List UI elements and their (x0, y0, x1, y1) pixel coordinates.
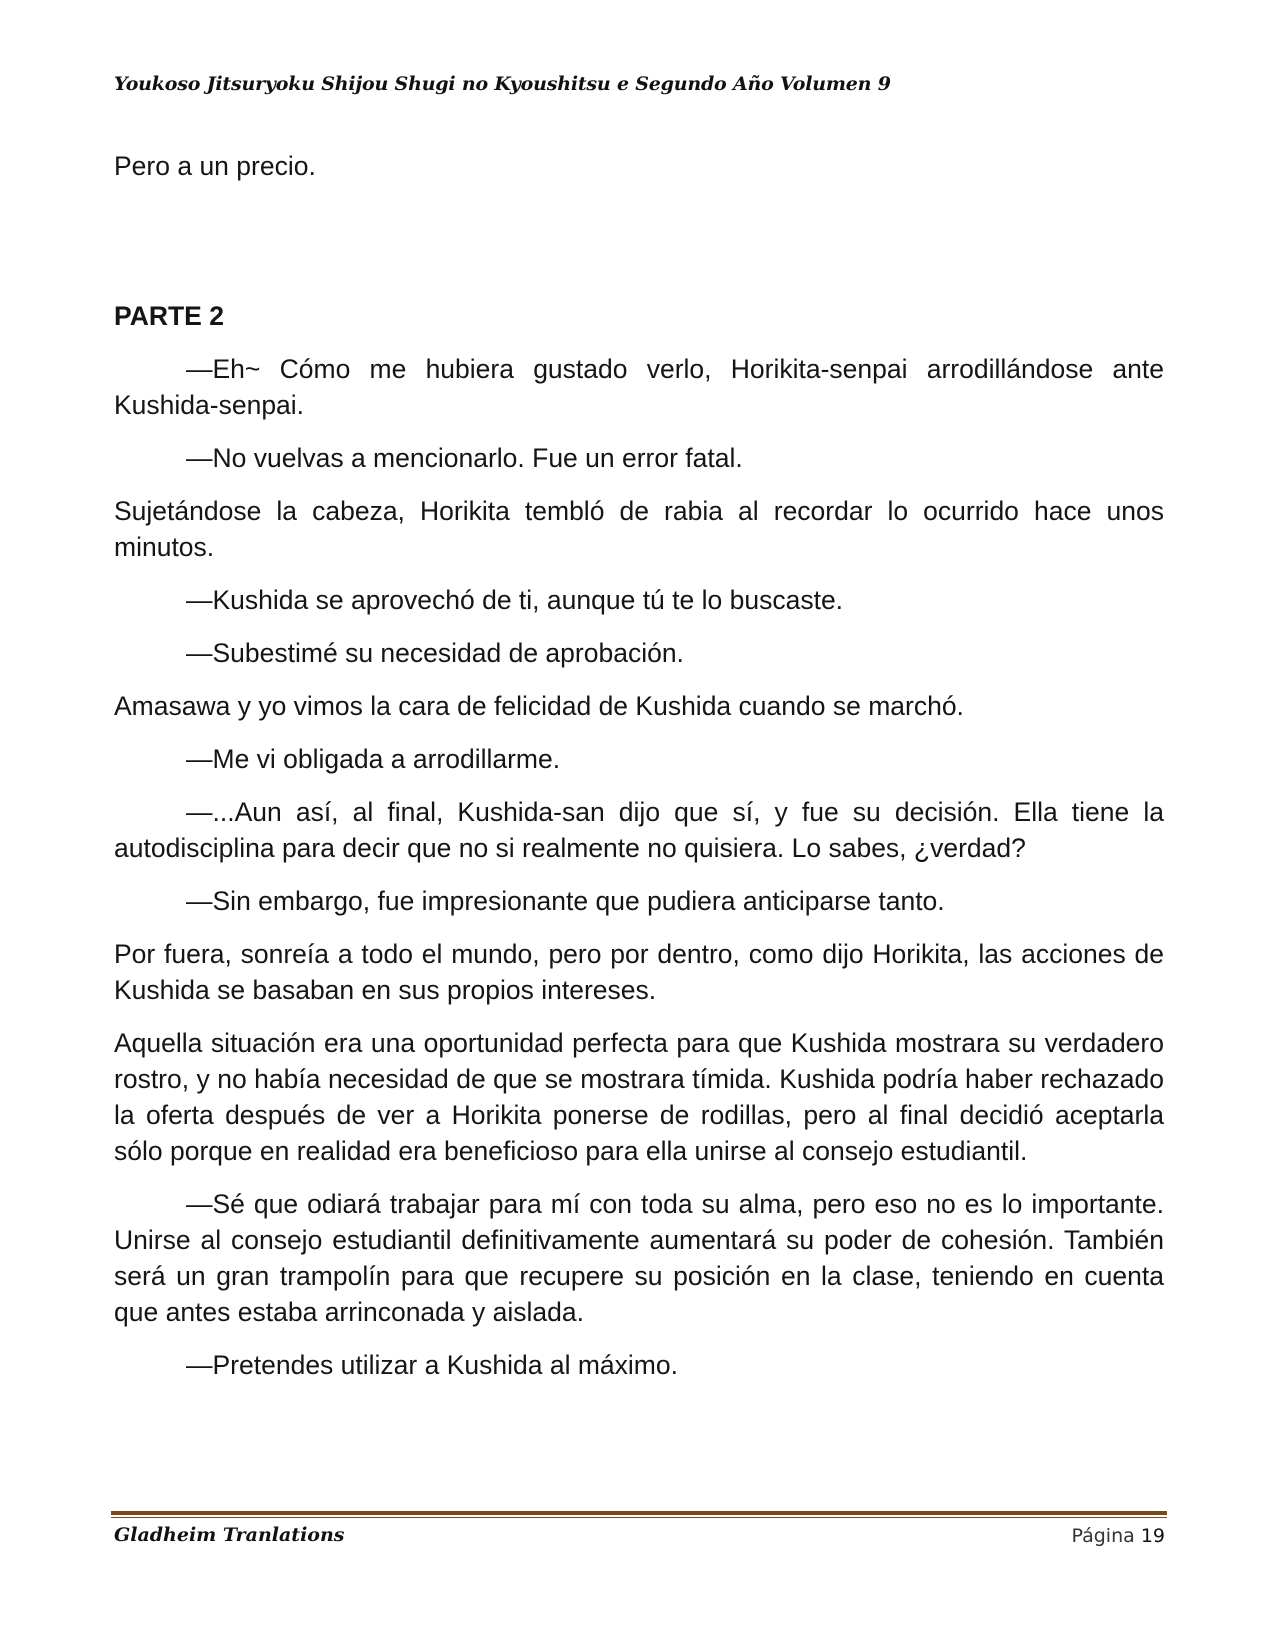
paragraph: Aquella situación era una oportunidad perfecta para que Kushida mostrara su verdadero rostro, y no había necesidad de que se mostrara tímida. Kushida podría haber rechazado la oferta después de ver a Horikita ponerse de rodillas, pero al final decidió aceptarla sólo porque en realidad era beneficioso para ella unirse al consejo estudiantil. (114, 1028, 1164, 1166)
opening-line: Pero a un precio. (114, 151, 316, 181)
paragraph: —No vuelvas a mencionarlo. Fue un error fatal. (186, 443, 743, 473)
footer-publisher: Gladheim Tranlations (114, 1524, 345, 1546)
paragraph: Amasawa y yo vimos la cara de felicidad de Kushida cuando se marchó. (114, 691, 964, 721)
paragraph: —Eh~ Cómo me hubiera gustado verlo, Horikita-senpai arrodillándose ante Kushida-senpai. (114, 354, 1164, 420)
paragraph: —Subestimé su necesidad de aprobación. (186, 638, 684, 668)
paragraph: —...Aun así, al final, Kushida-san dijo que sí, y fue su decisión. Ella tiene la autodisciplina para decir que no si realmente no quisiera. Lo sabes, ¿verdad? (114, 797, 1164, 863)
paragraph: Sujetándose la cabeza, Horikita tembló de rabia al recordar lo ocurrido hace unos minutos. (114, 496, 1164, 562)
page-label: Página (1071, 1525, 1135, 1547)
paragraph: —Me vi obligada a arrodillarme. (186, 744, 561, 774)
footer-divider-thick (111, 1511, 1167, 1515)
paragraph: —Pretendes utilizar a Kushida al máximo. (186, 1350, 678, 1380)
paragraph: —Kushida se aprovechó de ti, aunque tú te lo buscaste. (186, 585, 844, 615)
footer-page-indicator (1071, 1525, 1165, 1547)
running-header-title: Youkoso Jitsuryoku Shijou Shugi no Kyoushitsu e Segundo Año Volumen 9 (114, 73, 891, 95)
footer-divider (111, 1511, 1167, 1518)
section-break-spacer (114, 184, 1164, 298)
section-heading: PARTE 2 (114, 301, 224, 331)
paragraph: Por fuera, sonreía a todo el mundo, pero por dentro, como dijo Horikita, las acciones de Kushida se basaban en sus propios intereses. (114, 939, 1164, 1005)
paragraph: —Sé que odiará trabajar para mí con toda su alma, pero eso no es lo importante. Unirse al consejo estudiantil definitivamente aumentará su poder de cohesión. También será un gran trampolín para que recupere su posición en la clase, teniendo en cuenta que antes estaba arrinconada y aislada. (114, 1189, 1164, 1327)
footer-divider-thin (111, 1517, 1167, 1518)
page-body (114, 148, 1164, 1400)
paragraph: —Sin embargo, fue impresionante que pudiera anticiparse tanto. (186, 886, 945, 916)
page-number: 19 (1140, 1525, 1165, 1547)
